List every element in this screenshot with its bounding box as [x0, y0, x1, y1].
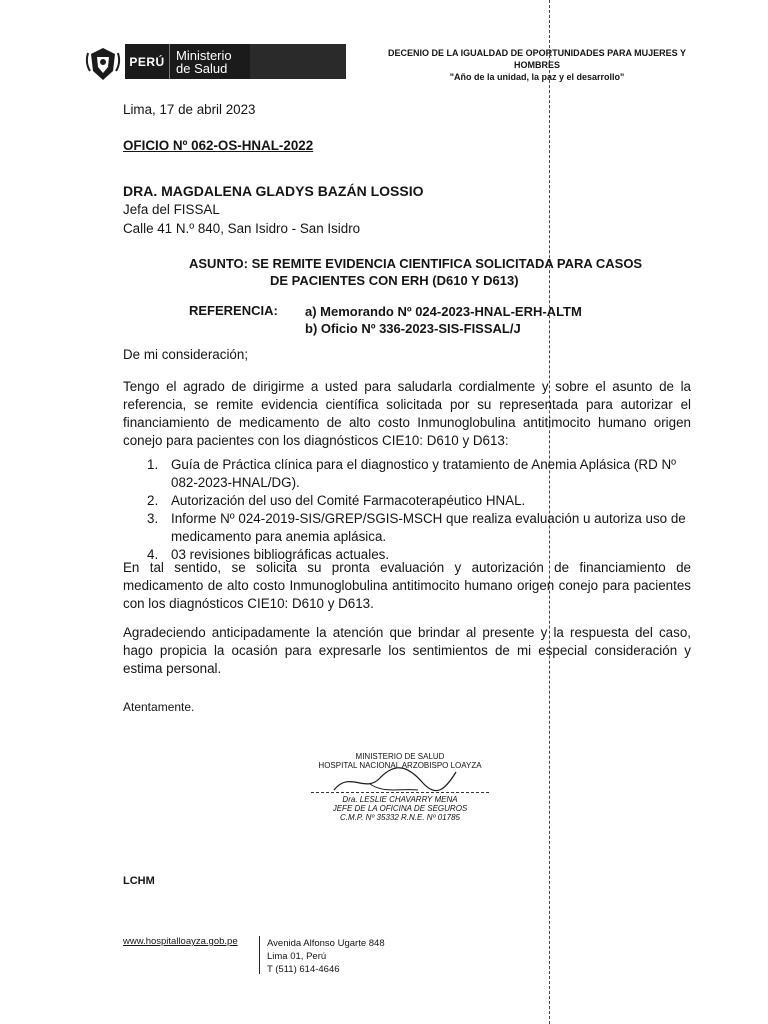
list-item-text: Informe Nº 024-2019-SIS/GREP/SGIS-MSCH que realiza evaluación u autoriza uso de medicamento para anemia aplásica.	[171, 511, 686, 544]
list-item	[147, 510, 692, 546]
list-item-text: Guía de Práctica clínica para el diagnostico y tratamiento de Anemia Aplásica (RD Nº 082-2023-HNAL/DG).	[171, 457, 677, 490]
list-item-text: Autorización del uso del Comité Farmacoterapéutico HNAL.	[171, 493, 526, 508]
list-item-number: 2.	[147, 493, 159, 508]
reference-a: a) Memorando Nº 024-2023-HNAL-ERH-ALTM	[305, 304, 582, 319]
initials: LCHM	[123, 875, 155, 887]
closing: Atentamente.	[123, 700, 195, 714]
logo-ministry-line2: de Salud	[176, 60, 228, 76]
stamp-signer-name: Dra. LESLIE CHAVARRY MENA	[342, 795, 458, 804]
list-item	[147, 492, 692, 510]
reference-code: OFICIO Nº 062-OS-HNAL-2022	[123, 138, 314, 153]
reference-label: REFERENCIA:	[189, 303, 278, 318]
year-motto: "Año de la unidad, la paz y el desarrollo"	[449, 72, 625, 82]
ministry-logo	[125, 44, 346, 79]
footer-divider	[259, 936, 260, 974]
list-item-text: 03 revisiones bibliográficas actuales.	[171, 547, 390, 562]
reference-b: b) Oficio Nº 336-2023-SIS-FISSAL/J	[305, 321, 521, 336]
stamp-hospital: HOSPITAL NACIONAL ARZOBISPO LOAYZA	[318, 761, 482, 770]
list-item-number: 3.	[147, 511, 159, 526]
footer-address-line2: Lima 01, Perú	[267, 951, 327, 962]
recipient-name: DRA. MAGDALENA GLADYS BAZÁN LOSSIO	[123, 183, 424, 199]
logo-country: PERÚ	[129, 54, 165, 69]
website-link[interactable]: www.hospitalloayza.gob.pe	[123, 936, 238, 947]
decade-header	[372, 47, 702, 83]
attachment-list	[147, 456, 692, 564]
greeting: De mi consideración;	[123, 347, 249, 362]
subject-line2: DE PACIENTES CON ERH (D610 Y D613)	[270, 273, 519, 288]
decade-line1: DECENIO DE LA IGUALDAD DE OPORTUNIDADES PARA MUJERES Y	[387, 48, 687, 58]
handwritten-signature	[330, 760, 460, 800]
body-paragraph-1: Tengo el agrado de dirigirme a usted para saludarla cordialmente y sobre el asunto de la referencia, se remite evidencia científica solicitada por su representada para autorizar el financiamiento de medicamento de alto costo Inmunoglobulina antitimocito humano origen conejo para pacientes con los diagnósticos CIE10: D610 y D613:	[123, 379, 691, 448]
list-item	[147, 456, 692, 492]
stamp-signer-role: JEFE DE LA OFICINA DE SEGUROS	[332, 804, 468, 813]
stamp-registry: C.M.P. Nº 35332 R.N.E. Nº 01785	[340, 813, 460, 822]
decade-line2: HOMBRES	[513, 60, 560, 70]
footer-address	[267, 937, 385, 976]
logo-ministry-line1: Ministerio	[176, 47, 232, 63]
footer-phone: T (511) 614-4646	[267, 964, 340, 975]
footer-address-line1: Avenida Alfonso Ugarte 848	[267, 938, 385, 949]
stamp-ministry: MINISTERIO DE SALUD	[355, 752, 445, 761]
logo-ministry	[169, 44, 250, 79]
subject-line1: ASUNTO: SE REMITE EVIDENCIA CIENTIFICA SOLICITADA PARA CASOS	[189, 256, 643, 271]
body-paragraph-3: Agradeciendo anticipadamente la atención que brindar al presente y la respuesta del caso, hago propicia la ocasión para expresarle los sentimientos de mi especial consideración y estima personal.	[123, 625, 691, 676]
list-item-number: 1.	[147, 457, 159, 472]
logo-subunit-blurred	[250, 44, 346, 79]
list-item-number: 4.	[147, 547, 159, 562]
national-crest-icon	[84, 45, 122, 83]
recipient-address: Calle 41 N.º 840, San Isidro - San Isidro	[123, 221, 361, 236]
recipient-role: Jefa del FISSAL	[123, 202, 220, 217]
body-paragraph-2: En tal sentido, se solicita su pronta evaluación y autorización de financiamiento de medicamento de alto costo Inmunoglobulina antitimocito humano origen conejo para pacientes con los diagnósticos CIE10: D610 y D613.	[123, 560, 691, 611]
letter-date: Lima, 17 de abril 2023	[123, 102, 256, 117]
